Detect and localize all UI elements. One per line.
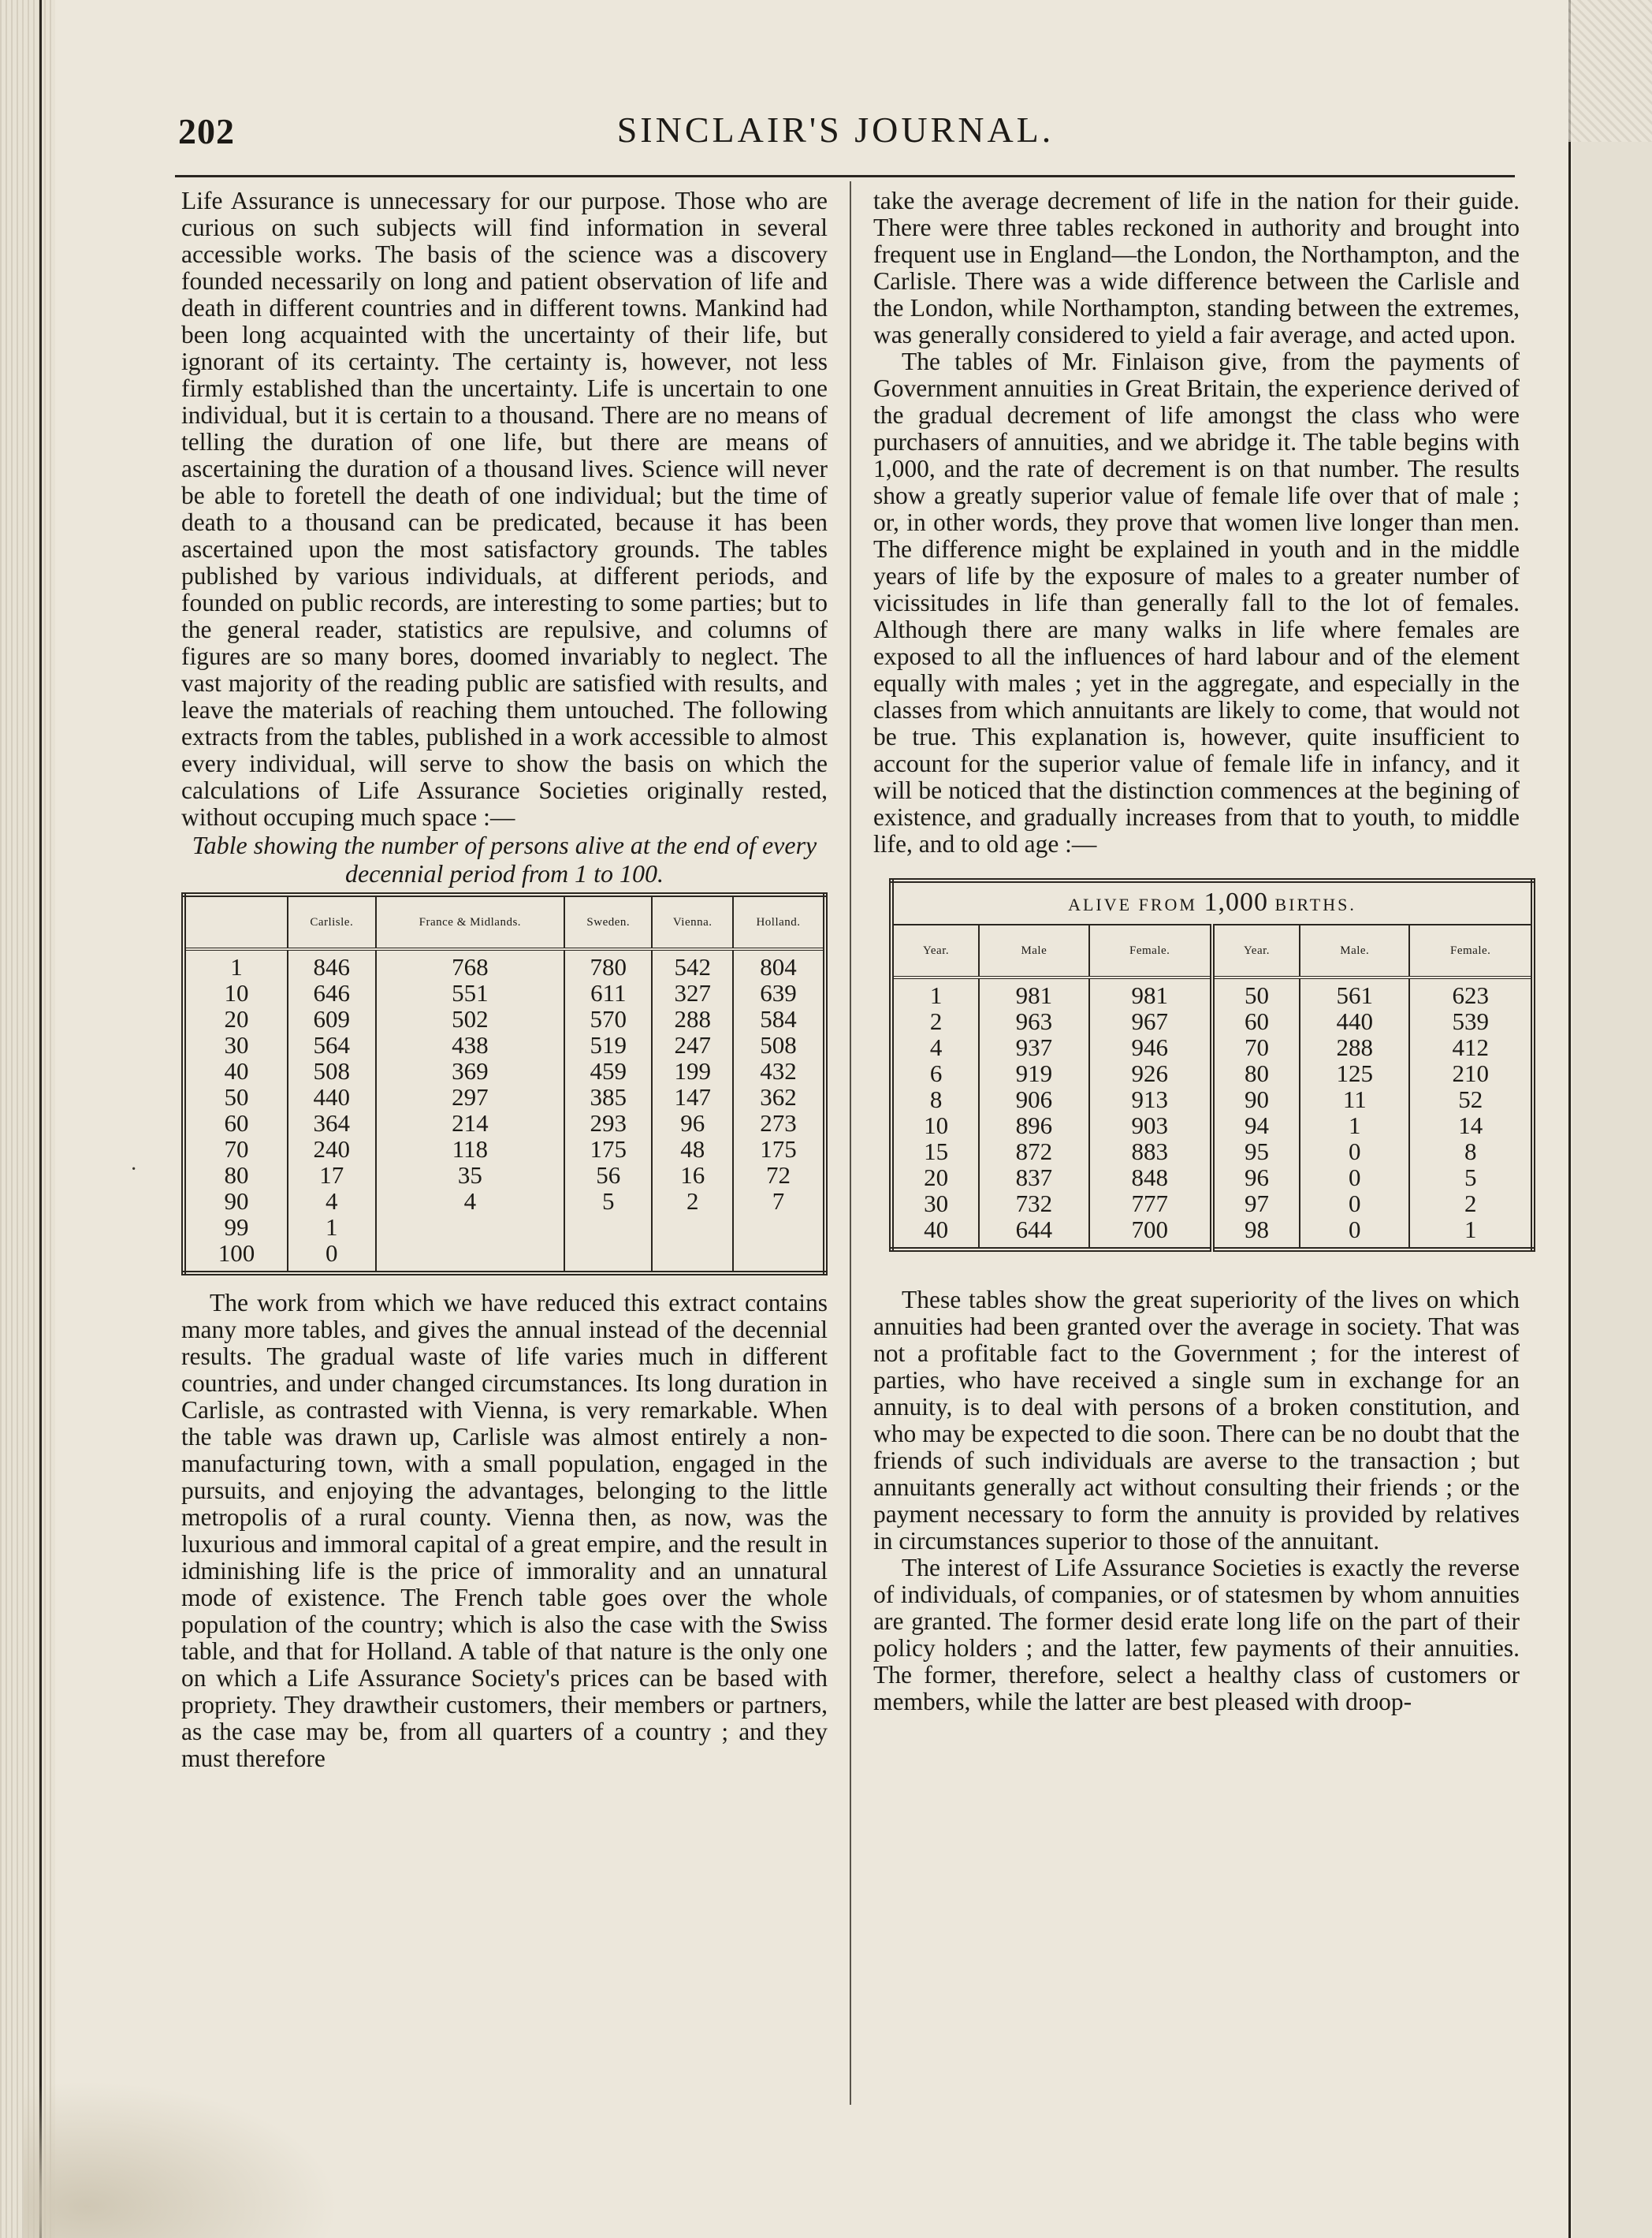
table-row — [184, 1162, 825, 1188]
table-cell: 584 — [733, 1006, 825, 1032]
table-cell: 56 — [564, 1162, 652, 1188]
table-row — [891, 1138, 1533, 1164]
table-cell: 80 — [1212, 1060, 1300, 1086]
table-cell: 293 — [564, 1110, 652, 1136]
table-cell: 883 — [1089, 1138, 1212, 1164]
table-cell: 570 — [564, 1006, 652, 1032]
table-cell: 125 — [1300, 1060, 1409, 1086]
annuitant-survival-table — [889, 878, 1535, 1252]
table-cell: 80 — [224, 1161, 249, 1189]
table-cell: 210 — [1409, 1060, 1533, 1086]
table-body — [891, 977, 1533, 1249]
table-cell: 438 — [376, 1032, 565, 1058]
table-cell — [652, 1214, 733, 1240]
table-cell: 362 — [733, 1084, 825, 1110]
adjacent-page-fragment — [1572, 0, 1652, 2238]
table-cell: 273 — [733, 1110, 825, 1136]
scan-noise — [1568, 0, 1652, 142]
table-cell: 4 — [288, 1188, 376, 1214]
table-row — [184, 1084, 825, 1110]
table-cell: 0 — [1300, 1164, 1409, 1190]
table-cell: 369 — [376, 1058, 565, 1084]
table-cell: 780 — [564, 949, 652, 980]
table-row — [184, 980, 825, 1006]
table-cell: 16 — [652, 1162, 733, 1188]
table-title-suffix: BIRTHS. — [1274, 895, 1356, 914]
table-cell: 906 — [979, 1086, 1088, 1112]
table-cell: 0 — [1300, 1216, 1409, 1249]
table-cell: 175 — [564, 1136, 652, 1162]
table-cell: 609 — [288, 1006, 376, 1032]
table-header-cell: France & Midlands. — [376, 895, 565, 949]
table-cell: 564 — [288, 1032, 376, 1058]
table-row — [891, 1086, 1533, 1112]
table-cell: 967 — [1089, 1008, 1212, 1034]
table-header-cell: Female. — [1409, 925, 1533, 977]
table-cell: 20 — [924, 1164, 949, 1191]
table-cell: 804 — [733, 949, 825, 980]
table-cell — [564, 1240, 652, 1273]
table-cell: 175 — [733, 1136, 825, 1162]
table-cell: 60 — [1212, 1008, 1300, 1034]
table-cell: 919 — [979, 1060, 1088, 1086]
right-paragraph-1: take the average decrement of life in the nation for their guide. There were three tables reckoned in authority and brought into frequent use in England—the London, the Northampton, and the Carlisle. There was a wide difference between the Carlisle and the London, while Northampton, standing between the extremes, was generally considered to yield a fair average, and acted upon. — [873, 187, 1520, 348]
table-cell: 732 — [979, 1190, 1088, 1216]
page-header — [158, 95, 1513, 166]
table-cell: 288 — [652, 1006, 733, 1032]
table-row — [184, 1006, 825, 1032]
table-cell: 0 — [288, 1240, 376, 1273]
header-rule — [175, 175, 1515, 177]
table-cell: 903 — [1089, 1112, 1212, 1138]
table-cell: 17 — [288, 1162, 376, 1188]
table-row — [891, 1164, 1533, 1190]
table-cell: 0 — [1300, 1138, 1409, 1164]
table-header-cell: Vienna. — [652, 895, 733, 949]
table-row — [184, 949, 825, 980]
table-cell — [376, 1214, 565, 1240]
table-cell: 247 — [652, 1032, 733, 1058]
table-cell: 412 — [1409, 1034, 1533, 1060]
table-cell: 52 — [1409, 1086, 1533, 1112]
right-paragraph-2: The tables of Mr. Finlaison give, from the payments of Government annuities in Great Britain, the experience derived of the gradual decrement of life amongst the class who were purchasers of annuities, and we abridge it. The table begins with 1,000, and the rate of decrement is on that number. The results show a greatly superior value of female life over that of male ; or, in other words, they prove that women live longer than men. The difference might be explained in youth and in the middle years of life by the exposure of males to a greater number of vicissitudes in life than generally fall to the lot of females. Although there are many walks in life where females are exposed to all the influences of hard labour and of the element equally with males ; yet in the aggregate, and especially in the classes from which annuitants are likely to come, that would not be true. This explanation is, however, quite insufficient to account for the superior value of female life in infancy, and it will be noticed that the distinction commences at the begining of existence, and gradually increases from that to youth, to middle life, and to old age :— — [873, 348, 1520, 858]
table-cell: 288 — [1300, 1034, 1409, 1060]
table-row — [184, 1032, 825, 1058]
table-cell: 1 — [230, 953, 243, 981]
table-cell: 937 — [979, 1034, 1088, 1060]
table-title-prefix: ALIVE FROM — [1068, 895, 1197, 914]
table-cell: 4 — [929, 1033, 943, 1061]
table-cell: 35 — [376, 1162, 565, 1188]
table-row — [891, 1190, 1533, 1216]
table-cell: 1 — [929, 981, 943, 1009]
table-cell: 10 — [924, 1112, 949, 1139]
table-cell — [733, 1240, 825, 1273]
table-cell — [733, 1214, 825, 1240]
table-cell: 459 — [564, 1058, 652, 1084]
table-cell: 981 — [979, 977, 1088, 1008]
running-title: SINCLAIR'S JOURNAL. — [616, 110, 1055, 150]
table-cell: 639 — [733, 980, 825, 1006]
table-cell: 4 — [376, 1188, 565, 1214]
table-cell: 6 — [929, 1059, 943, 1087]
table-cell: 364 — [288, 1110, 376, 1136]
table-header-cell: Female. — [1089, 925, 1212, 977]
table-cell: 926 — [1089, 1060, 1212, 1086]
page-gutter-left — [0, 0, 55, 2238]
table-cell: 60 — [224, 1109, 249, 1137]
table-cell: 94 — [1212, 1112, 1300, 1138]
table-header-row — [184, 895, 825, 949]
table-cell: 327 — [652, 980, 733, 1006]
table-cell: 5 — [1409, 1164, 1533, 1190]
table-cell: 30 — [224, 1031, 249, 1059]
table-cell: 440 — [288, 1084, 376, 1110]
table-row — [184, 1136, 825, 1162]
table-row — [184, 1240, 825, 1273]
left-column — [181, 188, 828, 1772]
table-cell: 8 — [929, 1085, 943, 1113]
table-row — [891, 1060, 1533, 1086]
table-cell: 700 — [1089, 1216, 1212, 1249]
table-cell: 872 — [979, 1138, 1088, 1164]
column-divider — [850, 181, 851, 2105]
binding-rule-left — [39, 0, 42, 2238]
table-cell: 440 — [1300, 1008, 1409, 1034]
table-cell: 214 — [376, 1110, 565, 1136]
table-cell: 7 — [733, 1188, 825, 1214]
table-cell: 519 — [564, 1032, 652, 1058]
table-cell: 837 — [979, 1164, 1088, 1190]
right-paragraph-4: The interest of Life Assurance Societies is exactly the reverse of individuals, of companies, or of statesmen by whom annuities are granted. The former desid erate long life on the part of their policy holders ; and the latter, few payments of their annuities. The former, therefore, select a healthy class of customers or members, while the latter are best pleased with droop- — [873, 1554, 1520, 1715]
table-cell: 0 — [1300, 1190, 1409, 1216]
table-caption: Table showing the number of persons alive at the end of every decennial period from 1 to 100. — [192, 831, 817, 888]
right-column — [873, 188, 1520, 1715]
table-cell: 15 — [924, 1138, 949, 1165]
table-cell: 72 — [733, 1162, 825, 1188]
table-row — [891, 977, 1533, 1008]
table-cell: 644 — [979, 1216, 1088, 1249]
table-header-cell: Sweden. — [564, 895, 652, 949]
table-row — [891, 1216, 1533, 1249]
table-cell: 981 — [1089, 977, 1212, 1008]
paper-stain — [24, 2081, 339, 2238]
table-cell: 40 — [224, 1057, 249, 1085]
table-row — [184, 1110, 825, 1136]
table-cell: 2 — [652, 1188, 733, 1214]
table-cell: 502 — [376, 1006, 565, 1032]
table-title-number: 1,000 — [1204, 888, 1268, 917]
table-cell: 147 — [652, 1084, 733, 1110]
table-title — [891, 881, 1533, 925]
table-cell: 240 — [288, 1136, 376, 1162]
table-cell: 848 — [1089, 1164, 1212, 1190]
table-cell: 10 — [224, 979, 249, 1007]
table-row — [184, 1214, 825, 1240]
table-header-cell — [184, 895, 288, 949]
table-cell: 97 — [1212, 1190, 1300, 1216]
table-header-cell: Carlisle. — [288, 895, 376, 949]
table-cell: 199 — [652, 1058, 733, 1084]
table-row — [891, 1112, 1533, 1138]
table-cell: 90 — [1212, 1086, 1300, 1112]
table-cell: 846 — [288, 949, 376, 980]
table-cell: 611 — [564, 980, 652, 1006]
left-paragraph-1: Life Assurance is unnecessary for our purpose. Those who are curious on such subjects will find information in several accessible works. The basis of the science was a discovery founded necessarily on long and patient observation of life and death in different countries and in different towns. Mankind had been long acquainted with the uncertainty of their life, but ignorant of its certainty. The certainty is, however, not less firmly established than the uncertainty. Life is uncertain to one individual, but it is certain to a thousand. There are no means of telling the duration of one life, but there are means of ascertaining the duration of a thousand lives. Science will never be able to foretell the death of one individual; but the time of death to a thousand can be predicated, because it has been ascertained upon the most satisfactory grounds. The tables published by various individuals, at different periods, and founded on public records, are interesting to some parties; but to the general reader, statistics are repulsive, and columns of figures are so many bores, doomed invariably to neglect. The vast majority of the reading public are satisfied with results, and leave the materials of reaching them untouched. The following extracts from the tables, published in a work accessible to almost every individual, will serve to show the basis on which the calculations of Life Assurance Societies originally rested, without occuping much space :— — [181, 187, 828, 831]
table-cell: 2 — [929, 1007, 943, 1035]
table-cell: 963 — [979, 1008, 1088, 1034]
table-cell: 551 — [376, 980, 565, 1006]
table-cell: 20 — [224, 1005, 249, 1033]
table-cell: 48 — [652, 1136, 733, 1162]
table-header-cell: Male. — [1300, 925, 1409, 977]
table-cell: 100 — [218, 1239, 255, 1267]
table-cell: 297 — [376, 1084, 565, 1110]
table-cell: 50 — [224, 1083, 249, 1111]
left-paragraph-2: The work from which we have reduced this extract contains many more tables, and gives the annual instead of the decennial results. The gradual waste of life varies much in different countries, and under changed circumstances. Its long duration in Carlisle, as contrasted with Vienna, is very remarkable. When the table was drawn up, Carlisle was almost entirely a non-manufacturing town, with a small population, engaged in the pursuits, and enjoying the advantages, belonging to the little metropolis of a rural county. Vienna then, as now, was the luxurious and immoral capital of a great empire, and the result in idminishing life is the price of immorality and an unnatural mode of existence. The French table goes over the whole population of the country; which is also the case with the Swiss table, and that for Holland. A table of that nature is the only one on which a Life Assurance Society's prices can be based with propriety. They drawtheir customers, their members or partners, as the case may be, from all quarters of a country ; and they must therefore — [181, 1289, 828, 1772]
margin-mark: · — [130, 1157, 138, 1182]
table-cell: 1 — [288, 1214, 376, 1240]
table-header-cell: Male — [979, 925, 1088, 977]
table-cell: 508 — [288, 1058, 376, 1084]
table-cell — [376, 1240, 565, 1273]
table-cell: 90 — [224, 1187, 249, 1215]
table-cell: 539 — [1409, 1008, 1533, 1034]
decennial-survival-table — [181, 892, 828, 1275]
table-cell — [564, 1214, 652, 1240]
table-cell: 561 — [1300, 977, 1409, 1008]
table-cell: 623 — [1409, 977, 1533, 1008]
table-body — [184, 949, 825, 1273]
table-cell: 646 — [288, 980, 376, 1006]
page-number: 202 — [178, 111, 235, 151]
table-cell: 1 — [1409, 1216, 1533, 1249]
table-cell: 98 — [1212, 1216, 1300, 1249]
table-cell: 768 — [376, 949, 565, 980]
table-cell: 118 — [376, 1136, 565, 1162]
right-paragraph-3: These tables show the great superiority of the lives on which annuities had been granted over the average in society. That was not a profitable fact to the Government ; for the interest of parties, who have received a single sum in exchange for an annuity, is to deal with persons of a broken constitution, and who may be expected to die soon. There can be no doubt that the friends of such individuals are averse to the transaction ; but annuitants generally act without consulting their friends ; or the payment necessary to form the annuity is provided by relatives in circumstances superior to those of the annuitant. — [873, 1286, 1520, 1555]
table-cell: 70 — [1212, 1034, 1300, 1060]
table-cell — [652, 1240, 733, 1273]
table-cell: 40 — [924, 1216, 949, 1243]
table-cell: 508 — [733, 1032, 825, 1058]
table-cell: 777 — [1089, 1190, 1212, 1216]
table-row — [184, 1058, 825, 1084]
table-cell: 5 — [564, 1188, 652, 1214]
table-cell: 50 — [1212, 977, 1300, 1008]
table-cell: 913 — [1089, 1086, 1212, 1112]
table-cell: 99 — [224, 1213, 249, 1241]
table-cell: 1 — [1300, 1112, 1409, 1138]
table-cell: 14 — [1409, 1112, 1533, 1138]
page-edge-rule-right — [1568, 0, 1571, 2238]
table-cell: 30 — [924, 1190, 949, 1217]
table-row — [891, 1034, 1533, 1060]
table-cell: 432 — [733, 1058, 825, 1084]
table-cell: 542 — [652, 949, 733, 980]
table-cell: 95 — [1212, 1138, 1300, 1164]
table-header-cell: Year. — [891, 925, 979, 977]
table-row — [184, 1188, 825, 1214]
table-header-cell: Holland. — [733, 895, 825, 949]
table-row — [891, 1008, 1533, 1034]
table-cell: 70 — [224, 1135, 249, 1163]
table-cell: 896 — [979, 1112, 1088, 1138]
table-cell: 96 — [652, 1110, 733, 1136]
table-cell: 946 — [1089, 1034, 1212, 1060]
table-title-row — [891, 881, 1533, 925]
table-cell: 385 — [564, 1084, 652, 1110]
table-header-row — [891, 925, 1533, 977]
table-header-cell: Year. — [1212, 925, 1300, 977]
table-cell: 11 — [1300, 1086, 1409, 1112]
table-cell: 8 — [1409, 1138, 1533, 1164]
table-cell: 2 — [1409, 1190, 1533, 1216]
table-cell: 96 — [1212, 1164, 1300, 1190]
